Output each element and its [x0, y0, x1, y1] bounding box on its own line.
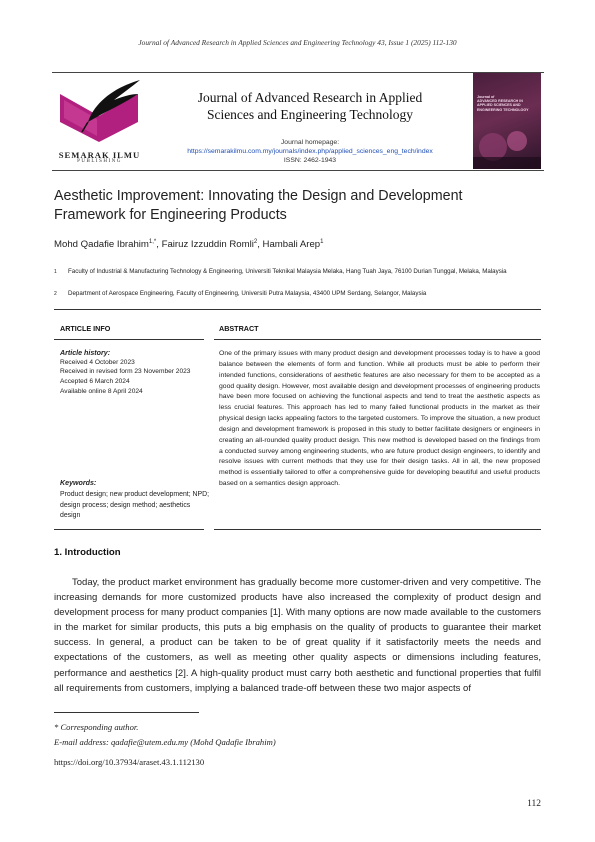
doi-link[interactable]: https://doi.org/10.37934/araset.43.1.112130: [54, 757, 205, 767]
paper-title-line2: Framework for Engineering Products: [54, 207, 287, 223]
history-line: Received in revised form 23 November 2023: [60, 368, 191, 375]
paper-title-line1: Aesthetic Improvement: Innovating the Design and Development: [54, 188, 463, 204]
journal-homepage-label: Journal homepage:: [280, 139, 340, 146]
cover-text: [477, 95, 537, 112]
author-name: Hambali Arep: [262, 239, 321, 251]
history-line: Available online 8 April 2024: [60, 388, 143, 395]
affiliation-text: Department of Aerospace Engineering, Faculty of Engineering, Universiti Putra Malaysia, 43400 UPM Serdang, Selangor, Malaysia: [68, 290, 427, 297]
info-left-rule: [54, 339, 204, 340]
info-right-rule: [214, 339, 541, 340]
author-sup: 1: [320, 239, 324, 245]
affiliation-number: 2: [54, 291, 57, 297]
affiliation-number: 1: [54, 269, 57, 275]
cover-art-icon: [473, 119, 541, 169]
affiliation-text: Faculty of Industrial & Manufacturing Technology & Engineering, Universiti Teknikal Malaysia Melaka, Hang Tuah Jaya, 76100 Durian Tunggal, Melaka, Malaysia: [68, 268, 507, 275]
cover-line: Journal of: [477, 95, 495, 99]
journal-homepage-link[interactable]: https://semarakilmu.com.my/journals/index.php/applied_sciences_eng_tech/index: [187, 148, 433, 155]
header-top-rule: [52, 72, 544, 73]
introduction-paragraph: Today, the product market environment has gradually become more customer-driven and very competitive. The increasing demands for more customized products have also increased the complexity of product design and development process for many product companies [1]. With many options are now made available to the customers in the market for similar products, this puts a big emphasis on the quality of products to guarantee their market success. In general, a product can be taken to be of great quality if it satisfactorily meets the needs and expectations of the customers, as well as meeting other quality aspects or dimensions including features, performance and aesthetics [2]. A high-quality product must carry both aesthetic and functional properties that fulfil all requirements from customers, implying a balanced trade-off between these two major aspects of: [54, 577, 541, 694]
affiliation: [54, 268, 544, 286]
publisher-name: SEMARAK ILMU: [58, 150, 141, 160]
keywords-title: Keywords:: [60, 479, 97, 487]
section-heading-introduction: 1. Introduction: [54, 547, 121, 558]
journal-title-line2: Sciences and Engineering Technology: [206, 107, 414, 122]
info-bottom-left-rule: [54, 529, 204, 530]
footnote-rule: [54, 712, 199, 713]
introduction-body: [54, 575, 541, 696]
author-name: Mohd Qadafie Ibrahim: [54, 239, 149, 251]
history-line: Accepted 6 March 2024: [60, 378, 130, 385]
cover-line: ADVANCED RESEARCH IN: [477, 99, 523, 104]
journal-issn: ISSN: 2462-1943: [283, 157, 337, 164]
running-head: Journal of Advanced Research in Applied Sciences and Engineering Technology 43, Issue 1 (2025) 112-130: [138, 38, 457, 47]
author-sup: 1,*: [148, 239, 157, 245]
author-name: Fairuz Izzuddin Romli: [161, 239, 254, 251]
info-top-rule: [54, 309, 541, 310]
page-number: 112: [527, 799, 541, 809]
corresponding-email: E-mail address: qadafie@utem.edu.my (Mohd Qadafie Ibrahim): [54, 737, 276, 747]
paper-title: [54, 187, 544, 225]
abstract-text: One of the primary issues with many product design and development processes today is to have a good balance between the elements of form and function. While all products must be able to perform their intended functions, considerations of aesthetic features are also necessary for them to be accepted as a good quality design. However, most available design and development processes of engineering products have been more focused on achieving the functional aspects and tend to treat the aesthetic aspects as less crucial features. This approach has led to many failed functional products in the market as their physical design lacks appealing factors to the targeted customers. To improve the situation, a new product design and development framework is proposed in this study to better facilitate designers or engineers in creating an all-rounded quality product design. This new method is developed based on the findings from a conducted survey among engineering students, who are future product design engineers, to identify and resolve issues with current methods that they use for their design tasks. All in all, the new proposed method is essentially tailored to offer a comprehensive guide for developing beautiful and useful products based on a semantics design approach.: [219, 350, 540, 488]
keywords-text: Product design; new product development; NPD; design process; design method; aesthetics design: [60, 491, 209, 520]
header-bottom-rule: [52, 170, 544, 171]
corresponding-author-note: * Corresponding author.: [54, 722, 139, 732]
publisher-sub: PUBLISHING: [77, 159, 122, 164]
journal-title: [160, 89, 460, 123]
cover-line: APPLIED SCIENCES AND: [477, 103, 521, 108]
journal-cover-thumbnail: [473, 73, 541, 169]
article-info-heading: ARTICLE INFO: [60, 324, 111, 333]
abstract-heading: ABSTRACT: [219, 324, 259, 333]
cover-line: ENGINEERING TECHNOLOGY: [477, 107, 529, 112]
article-history-title: Article history:: [60, 349, 111, 357]
affiliation: [54, 290, 544, 300]
author-list: Mohd Qadafie Ibrahim$^{1,*}$, Fairuz Izzuddin Romli$^2$, Hambali Arep$^1$: [54, 239, 324, 251]
quill-book-icon: [52, 74, 147, 149]
author-sup: 2: [253, 239, 258, 245]
history-line: Received 4 October 2023: [60, 359, 135, 366]
info-bottom-right-rule: [214, 529, 541, 530]
journal-title-line1: Journal of Advanced Research in Applied: [197, 90, 423, 105]
